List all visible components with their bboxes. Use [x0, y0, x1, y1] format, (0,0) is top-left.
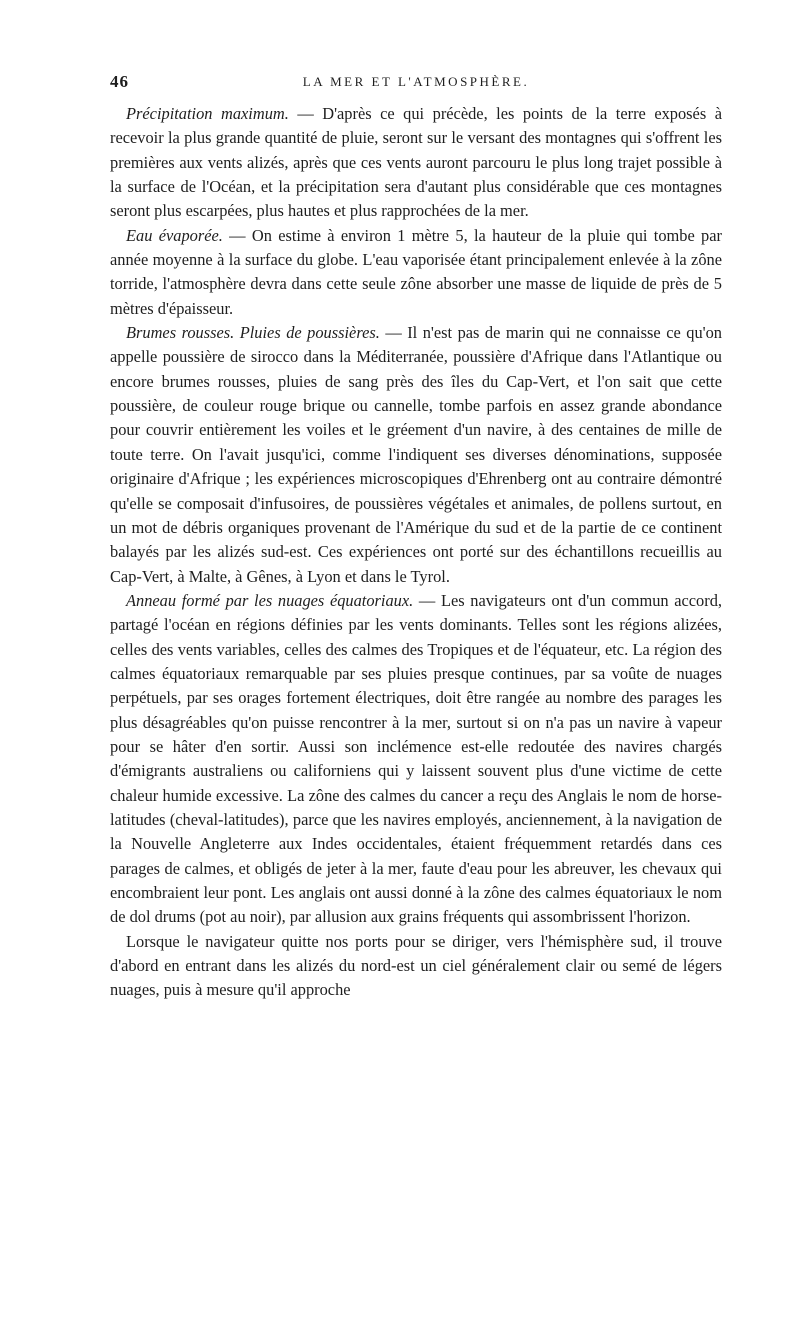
- body-text: [110, 102, 722, 1003]
- paragraph-heading: Eau évaporée.: [126, 225, 223, 245]
- paragraph-heading: Anneau formé par les nuages équatoriaux.: [126, 590, 414, 610]
- paragraph-text: Lorsque le navigateur quitte nos ports pour se diriger, vers l'hémisphère sud, il trouve d'abord en entrant dans les alizés du nord-est un ciel généralement clair ou semé de légers nuages, puis à mesure qu'il approche: [110, 931, 722, 1000]
- running-title: LA MER ET L'ATMOSPHÈRE.: [302, 74, 530, 89]
- paragraph-evaporation: [110, 224, 722, 321]
- page-number: 46: [110, 72, 129, 91]
- paragraph-heading: Brumes rousses. Pluies de poussières.: [126, 323, 380, 343]
- paragraph-text: — Il n'est pas de marin qui ne connaisse ce qu'on appelle poussière de sirocco dans la Méditerranée, poussière d'Afrique dans l'Atlantique ou encore brumes rousses, pluies de sang près des îles du Cap-Vert, et l'on sait que cette poussière, de couleur rouge brique ou cannelle, tombe parfois en assez grande abondance pour couvrir entièrement les voiles et le gréement d'un navire, à des centaines de mille de toute terre. On l'avait jusqu'ici, comme l'indiquent ses diverses dénominations, supposée originaire d'Afrique ; les expériences microscopiques d'Ehrenberg ont au contraire démontré qu'elle se composait d'infusoires, de poussières végétales et animales, de pollens surtout, en un mot de débris organiques provenant de l'Amérique du sud et de la partie de ce continent balayés par les alizés sud-est. Ces expériences ont porté sur des échantillons recueillis au Cap-Vert, à Malte, à Gênes, à Lyon et dans le Tyrol.: [110, 323, 722, 586]
- paragraph-navigator: [110, 930, 722, 1003]
- paragraph-equatorial-ring: [110, 589, 722, 930]
- paragraph-text: — Les navigateurs ont d'un commun accord, partagé l'océan en régions définies par les vents dominants. Telles sont les régions alizées, celles des vents variables, celles des calmes des Tropiques et de l'équateur, etc. La région des calmes équatoriaux remarquable par ses pluies presque continues, par sa voûte de nuages perpétuels, par ses orages fortement électriques, doit être rangée au nombre des parages les plus désagréables qu'on puisse rencontrer à la mer, surtout si on n'a pas un navire à vapeur pour se hâter d'en sortir. Aussi son inclémence est-elle redoutée des navires chargés d'émigrants australiens ou californiens qui y laissent souvent plus d'une victime de cette chaleur humide excessive. La zône des calmes du cancer a reçu des Anglais le nom de horse-latitudes (cheval-latitudes), parce que les navires employés, anciennement, à la navigation de la Nouvelle Angleterre aux Indes occidentales, étaient fréquemment retardés dans ces parages de calmes, et obligés de jeter à la mer, faute d'eau pour les abreuver, les chevaux qui encombraient leur pont. Les anglais ont aussi donné à la zône des calmes équatoriaux le nom de dol drums (pot au noir), par allusion aux grains fréquents qui assombrissent l'horizon.: [110, 590, 723, 927]
- paragraph-text: — On estime à environ 1 mètre 5, la hauteur de la pluie qui tombe par année moyenne à la surface du globe. L'eau vaporisée étant principalement enlevée à la zône torride, l'atmosphère devra dans cette seule zône absorber une masse de liquide de près de 5 mètres d'épaisseur.: [110, 225, 722, 318]
- running-head: [110, 72, 722, 94]
- paragraph-text: — D'après ce qui précède, les points de la terre exposés à recevoir la plus grande quantité de pluie, seront sur le versant des montagnes qui s'offrent les premières aux vents alizés, après que ces vents auront parcouru le plus long trajet possible à la surface de l'Océan, et la précipitation sera d'autant plus considérable que ces montagnes seront plus escarpées, plus hautes et plus rapprochées de la mer.: [110, 104, 722, 221]
- paragraph-precipitation: [110, 102, 722, 224]
- paragraph-heading: Précipitation maximum.: [126, 104, 289, 123]
- book-page: [110, 72, 722, 1003]
- paragraph-dust-rains: [110, 321, 722, 589]
